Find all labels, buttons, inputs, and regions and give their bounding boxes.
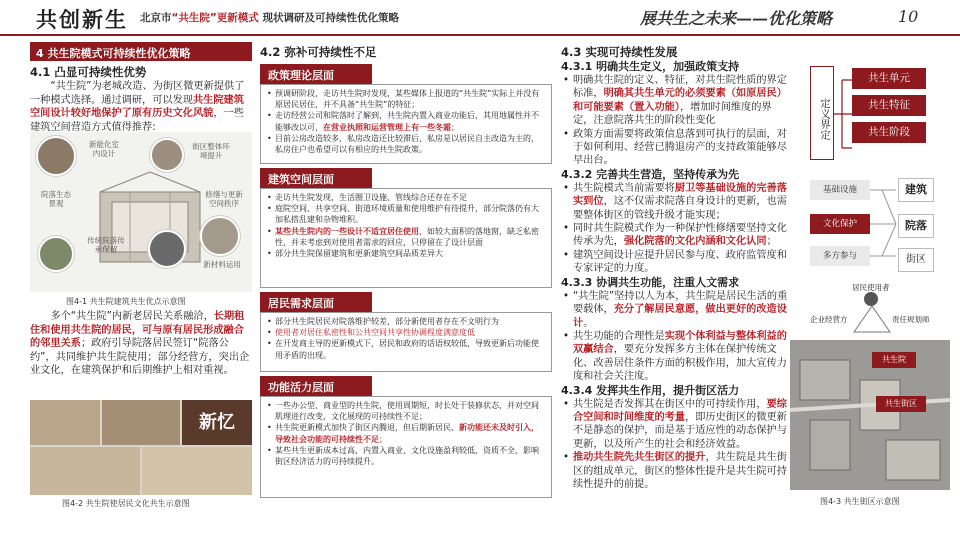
list-item: • 部分共生院保留建筑和更新建筑空间品质差异大: [267, 248, 545, 259]
figure-4-3: [790, 340, 950, 490]
heading-4-3-2: 4.3.2 完善共生营造，坚持传承为先: [561, 167, 740, 181]
figure-4-2-caption: 图4-2 共生院使居民文化共生示意图: [62, 499, 190, 508]
header-divider: [0, 34, 960, 36]
bubble-renewal: 修缮与更新空间秩序: [205, 190, 243, 208]
photo-material: [200, 216, 240, 256]
box-participation: 多方参与: [810, 246, 870, 266]
tag-stage: 共生阶段: [852, 122, 926, 143]
list-item: • 明确共生院的定义、特征，对共生院性质的界定标准，明确其共生单元的必须要素（如原居民）和可能要素（置入功能），增加时间维度的界定，注意院落共生的阶段性变化: [561, 74, 790, 128]
list-item: • 在开发商主导的更新模式下，居民和政府的话语权较低，导致更新后功能使用矛盾的出现。: [267, 338, 545, 360]
box-street: 街区: [898, 248, 934, 272]
page-number: 10: [898, 7, 919, 26]
heading-4-3-4: 4.3.4 发挥共生作用，提升街区活力: [561, 383, 740, 397]
block-architecture: [260, 188, 552, 288]
list-item: • 预调研阶段，走访共生院时发现，某些媒体上报道的“共生院”实际上并没有原居民居住，并不具备“共生院”的特征；: [267, 88, 545, 110]
list-item: • 部分共生院居民对院落维护较差，部分新使用者存在不文明行为: [267, 316, 545, 327]
bubble-environment: 街区整体环境提升: [192, 142, 230, 160]
column-middle: [260, 42, 552, 498]
list-item: • 政策方面需要将政策信息落到可执行的层面，对于如何利用、经营已腾退房产的支持政策能够尽早出台。: [561, 128, 790, 168]
block-head-residents: 居民需求层面: [260, 292, 372, 312]
photo-street: [150, 138, 184, 172]
figure-4-1-caption: 图4-1 共生院建筑共生优点示意图: [66, 297, 186, 306]
heading-4-3-3: 4.3.3 协调共生功能，注重人文需求: [561, 275, 740, 289]
list-item: • 某些共生院内的一些设计不适宜居住使用，如较大面积的落地窗，缺乏私密性，并未考虑到对使用者需求的回应，只停留在了设计层面: [267, 226, 545, 248]
figure-4-2: [30, 400, 252, 495]
header-subtitle: 北京市“共生院”更新模式 现状调研及可持续性优化策略: [140, 12, 399, 24]
header-right-title: 展共生之未来——优化策略: [640, 9, 833, 28]
list-item: • 使用者对居住私密性和公共空间共享性协调程度满意度低: [267, 327, 545, 338]
bubble-landscape: 院落生态景观: [41, 190, 71, 208]
figure-4-1: [30, 132, 252, 292]
list-item: • 共生院模式当前需要将厨卫等基础设施的完善落实到位，这不仅需求院落自身设计的更新，也需要整体街区的管线升级才能实现；: [561, 182, 790, 222]
list-item: • 走访经营公司和院落时了解到，共生院内置入商业功能后，其用地属性并不能够改以可，在营业执照和运营管理上有一些冬霜；: [267, 110, 545, 132]
list-item: • 庭院空间、共享空间、街道环境质量和使用维护有待提升，部分院落仍有大加私搭乱建和杂物堆积。: [267, 203, 545, 225]
bubble-interior: 新能化室内设计: [89, 140, 119, 158]
photo-residents-4: [142, 447, 252, 495]
photo-residents-2: [102, 400, 180, 445]
block-policy: [260, 84, 552, 164]
box-courtyard: 院落: [898, 214, 934, 238]
sign-board: 新忆: [182, 400, 252, 445]
block-head-vitality: 功能活力层面: [260, 376, 372, 396]
list-item: • 共生院是否发挥其在街区中的可持续作用，要综合空间和时间维度的考量，即历史街区的微更新不是静态的保护，而是基于适应性的动态保护与更新，以及所产生的社会和经济效益。: [561, 398, 790, 452]
list-item: • 一些办公型、商业型的共生院，使用周期短，时长处于装修状态，并对空间肌理进行改变，文化展现的可持续性不足；: [267, 400, 545, 422]
page-header: [0, 0, 960, 36]
box-infrastructure: 基础设施: [810, 180, 870, 200]
list-item: • 同时共生院模式作为一种保护性修缮要坚持文化传承为先，强化院落的文化内涵和文化认同；: [561, 222, 790, 249]
label-residents: 居民使用者: [852, 283, 890, 292]
label-operator: 企业经营方: [810, 315, 848, 324]
connector-lines: [870, 174, 898, 274]
photo-structure: [148, 230, 186, 268]
photo-residents-3: [30, 447, 140, 495]
street-block-illustration: [790, 340, 950, 490]
photo-courtyard: [36, 136, 76, 176]
figure-4-3-caption: 图4-3 共生街区示意图: [820, 497, 900, 506]
list-item: • 某些共生更新成本过高，内置入商业、文化设施盈利较低，资质不全，影响街区经济活力的可持续提升。: [267, 445, 545, 467]
bubble-heritage: 传统院落传承保留: [87, 236, 125, 254]
column-left: [30, 42, 252, 134]
definition-bracket: [834, 70, 854, 160]
list-item: • 走访共生院发现，生活圈卫设施、管线综合还存在不足: [267, 192, 545, 203]
diagram-construction: [806, 174, 956, 274]
block-vitality: [260, 396, 552, 498]
diagram-stakeholders: [806, 280, 956, 338]
heading-4-1: 4.1 凸显可持续性优势: [30, 65, 147, 79]
heading-4-3: 4.3 实现可持续性发展: [561, 45, 678, 59]
heading-4-3-1: 4.3.1 明确共生定义，加强政策支持: [561, 60, 740, 73]
block-residents: [260, 312, 552, 372]
list-item: • 共生院更新模式加快了街区内腾退，但后期新居民、新功能还未及时引入，导致社会功能的可持续性不足；: [267, 422, 545, 444]
photo-residents-1: [30, 400, 100, 445]
list-item: • “共生院”坚持以人为本，共生院是居民生活的重要载体，充分了解居民意愿，做出更好的改造设计。: [561, 290, 790, 330]
list-item: • 推动共生院先共生街区的提升，共生院是共生街区的组成单元，街区的整体性提升是共生院可持续性提升的前提。: [561, 451, 790, 491]
label-planner: 责任规划师: [892, 315, 930, 324]
heading-4-2: 4.2 弥补可持续性不足: [260, 45, 377, 59]
header-title: 共创新生: [36, 7, 128, 32]
list-item: • 共生功能的合理性是实现个体利益与整体利益的双赢结合，要充分发挥多方主体在保护传统文化、改善居住条件方面的积极作用，加大宣传力度和社会关注度。: [561, 330, 790, 384]
box-culture: 文化保护: [810, 214, 870, 234]
paragraph-1: “共生院”为老城改造、为街区微更新提供了一种模式选择。通过调研，可以发现共生院建筑空间设计较好地保护了原有历史文化风貌，一些建筑空间营造方式值得推荐:: [30, 81, 245, 133]
triangle-icon: [850, 304, 894, 334]
column-right-text: [561, 42, 790, 491]
section-title-bar: 4 共生院模式可持续性优化策略: [30, 42, 252, 61]
list-item: • 建筑空间设计应提升居民参与度、政府监管度和专家评定的力度。: [561, 249, 790, 276]
photo-greenery: [38, 236, 74, 272]
label-street-block: 共生街区: [876, 396, 926, 412]
definition-label: 定义界定: [810, 66, 834, 160]
block-head-architecture: 建筑空间层面: [260, 168, 372, 188]
bubble-material: 新材料运用: [203, 260, 241, 269]
box-building: 建筑: [898, 178, 934, 202]
tag-feature: 共生特征: [852, 95, 926, 116]
tag-unit: 共生单元: [852, 68, 926, 89]
block-head-policy: 政策理论层面: [260, 64, 372, 84]
list-item: • 目前公房改造较多，私房改造还比较滞后，私房是以居民自主改造为主的，私房住户也希望可以有相应的共生院政策。: [267, 133, 545, 155]
label-courtyard: 共生院: [872, 352, 916, 368]
paragraph-2: 多个“共生院”内新老居民关系融洽，长期租住和使用共生院的居民，可与原有居民形成融合的邻里关系；政府引导院落居民签订“院落公约”，共同维护共生院使用；部分经营方，突出企业文化，在建筑保护和后期维护上相对重视。: [30, 311, 250, 376]
